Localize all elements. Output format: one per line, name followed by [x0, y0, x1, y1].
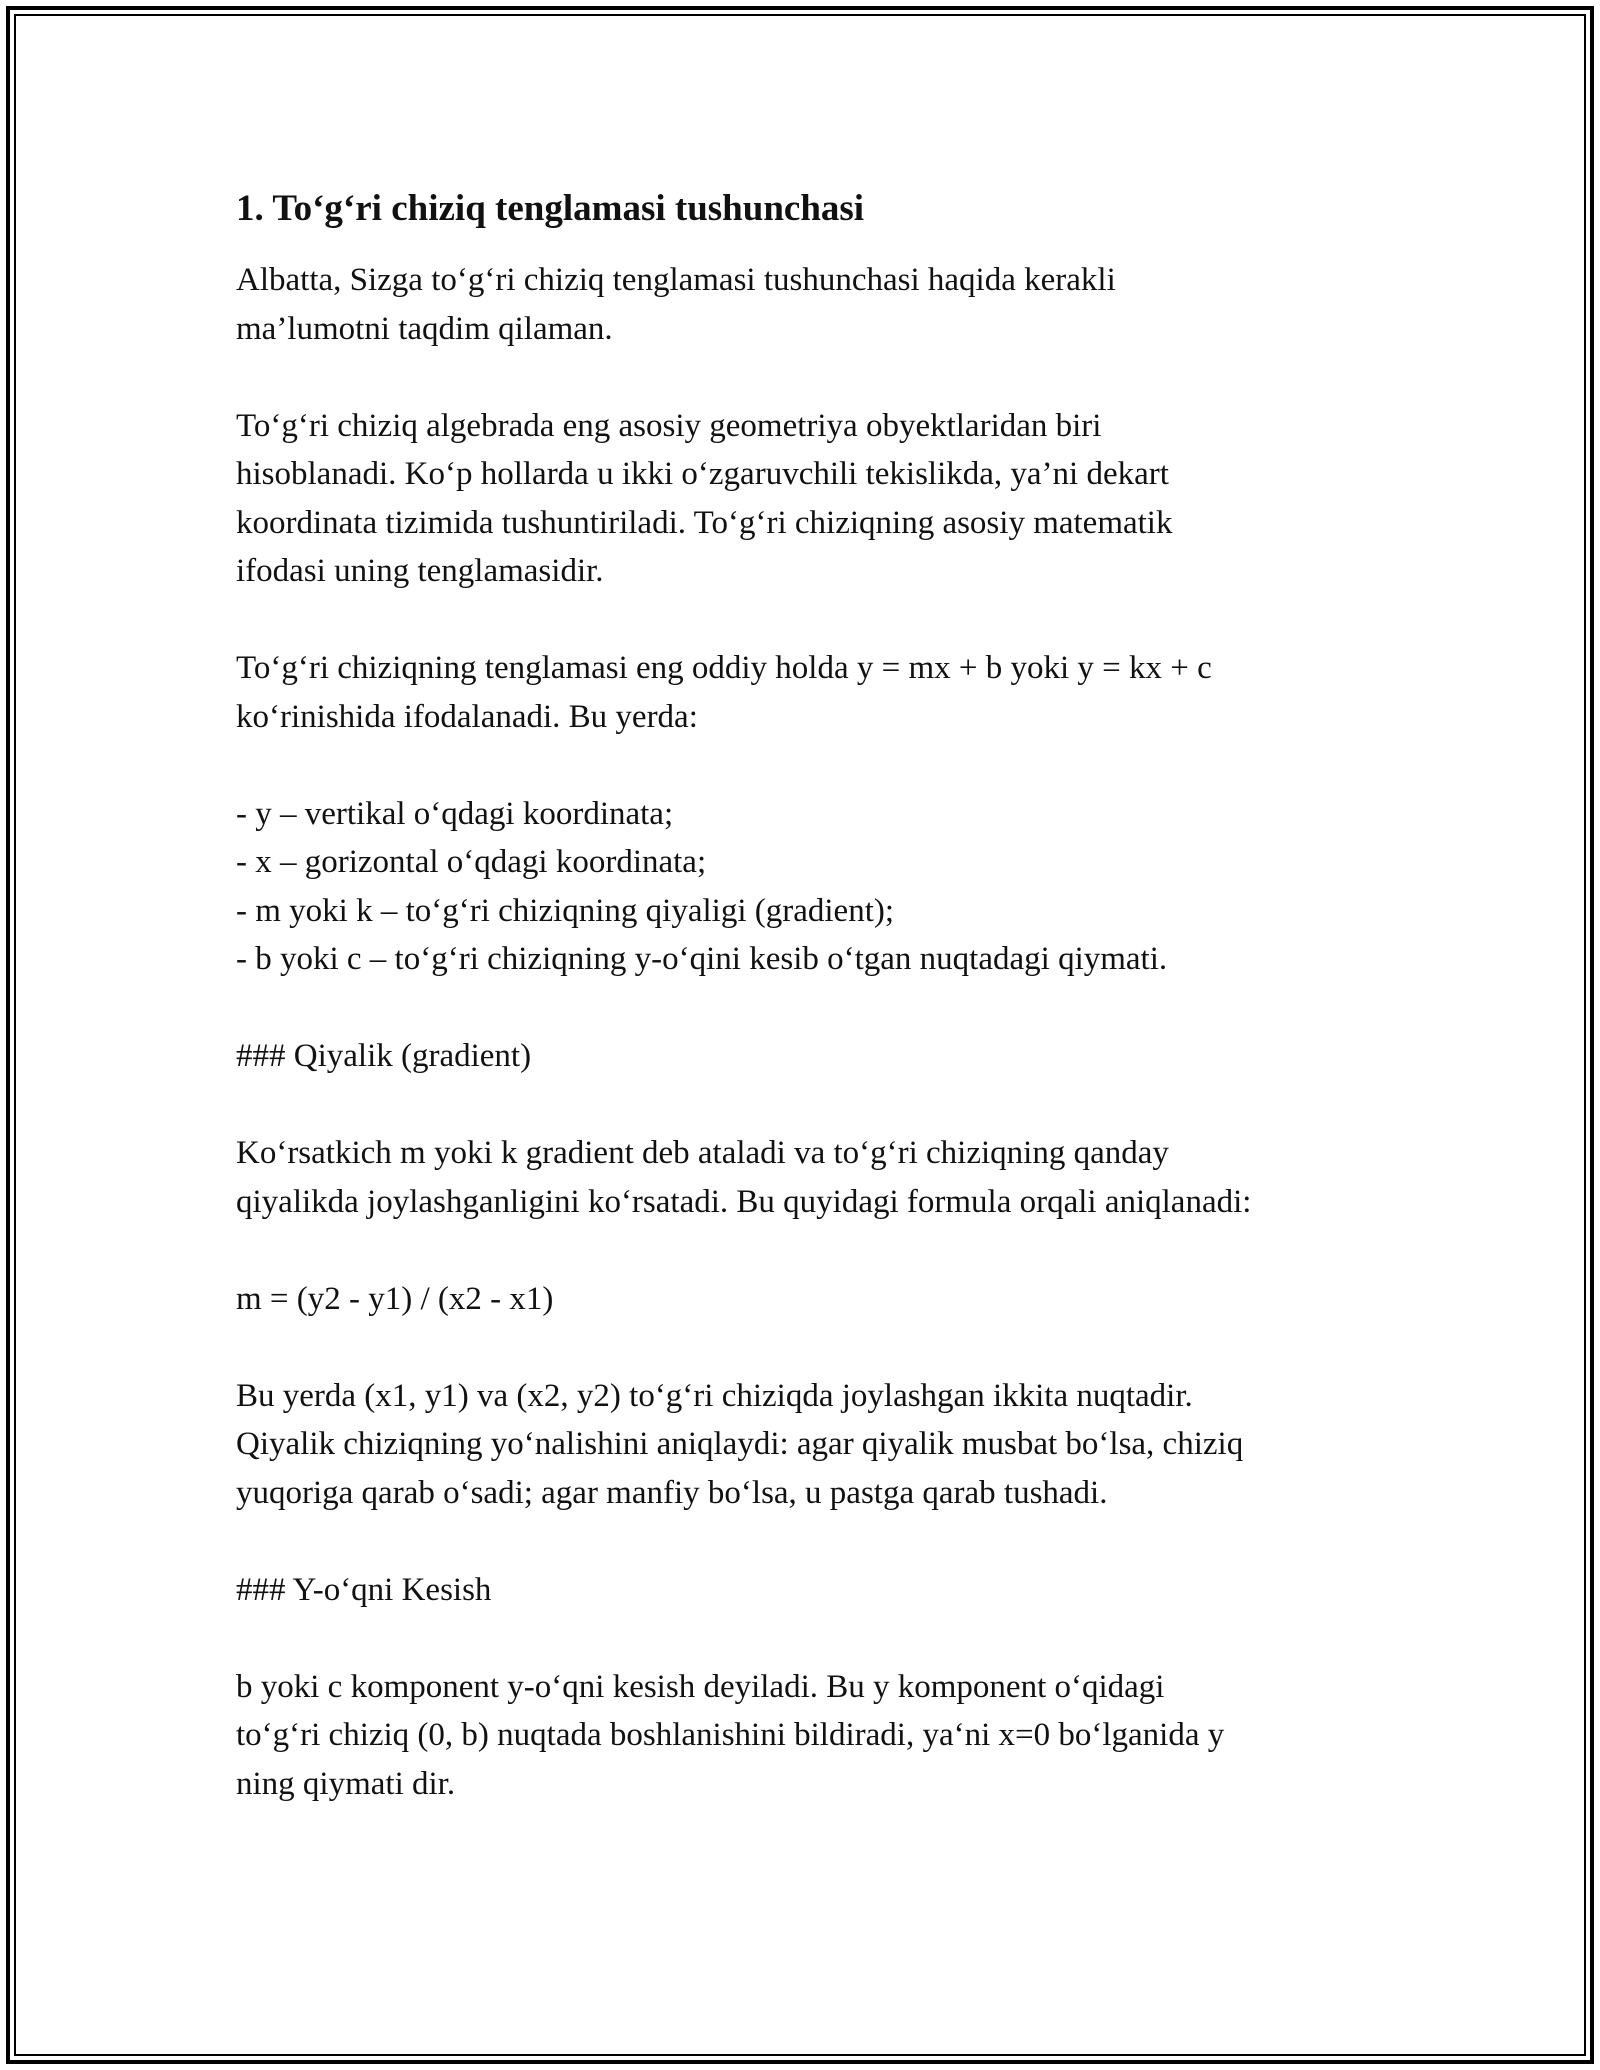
text-line: yuqoriga qarab o‘sadi; agar manfiy bo‘lsa, u pastga qarab tushadi.: [236, 1474, 1108, 1511]
equation-paragraph: [236, 644, 1406, 741]
intercept-paragraph: [236, 1663, 1406, 1809]
text-line: To‘g‘ri chiziqning tenglamasi eng oddiy holda y = mx + b yoki y = kx + c: [236, 650, 1212, 686]
text-line: to‘g‘ri chiziq (0, b) nuqtada boshlanishini bildiradi, ya‘ni x=0 bo‘lganida y: [236, 1717, 1225, 1753]
text-line: Qiyalik chiziqning yo‘nalishini aniqlaydi: agar qiyalik musbat bo‘lsa, chiziq: [236, 1426, 1244, 1462]
section-heading: 1. To‘g‘ri chiziq tenglamasi tushunchasi: [236, 188, 865, 229]
text-line: ifodasi uning tenglamasidir.: [236, 553, 604, 589]
gradient-paragraph: [236, 1129, 1406, 1226]
subheading-gradient: [236, 1032, 1406, 1081]
text-line: ning qiymati dir.: [236, 1765, 456, 1802]
formula-paragraph: [236, 1275, 1406, 1324]
points-paragraph: [236, 1372, 1406, 1518]
document-page: [236, 185, 1406, 1857]
text-line: To‘g‘ri chiziq algebrada eng asosiy geometriya obyektlaridan biri: [236, 407, 1102, 444]
text-line: Ko‘rsatkich m yoki k gradient deb ataladi va to‘g‘ri chiziqning qanday: [236, 1135, 1169, 1171]
text-line: ma’lumotni taqdim qilaman.: [236, 310, 613, 347]
text-line: Bu yerda (x1, y1) va (x2, y2) to‘g‘ri chiziqda joylashgan ikkita nuqtadir.: [236, 1377, 1193, 1414]
intro-paragraph: [236, 256, 1406, 353]
list-item: - m yoki k – to‘g‘ri chiziqning qiyaligi (gradient);: [236, 892, 895, 929]
variable-list: [236, 790, 1406, 984]
text-line: koordinata tizimida tushuntiriladi. To‘g‘ri chiziqning asosiy matematik: [236, 504, 1173, 541]
list-item: - y – vertikal o‘qdagi koordinata;: [236, 795, 674, 832]
text-line: hisoblanadi. Ko‘p hollarda u ikki o‘zgaruvchili tekislikda, ya’ni dekart: [236, 456, 1169, 492]
text-line: Albatta, Sizga to‘g‘ri chiziq tenglamasi tushunchasi haqida kerakli: [236, 262, 1116, 298]
text-line: qiyalikda joylashganligini ko‘rsatadi. Bu quyidagi formula orqali aniqlanadi:: [236, 1183, 1252, 1220]
subheading-text: ### Qiyalik (gradient): [236, 1038, 532, 1074]
subheading-text: ### Y-o‘qni Kesish: [236, 1571, 492, 1608]
text-line: ko‘rinishida ifodalanadi. Bu yerda:: [236, 698, 698, 735]
list-item: - x – gorizontal o‘qdagi koordinata;: [236, 844, 707, 880]
subheading-intercept: [236, 1566, 1406, 1615]
formula-text: m = (y2 - y1) / (x2 - x1): [236, 1280, 554, 1317]
list-item: - b yoki c – to‘g‘ri chiziqning y-o‘qini kesib o‘tgan nuqtadagi qiymati.: [236, 941, 1168, 977]
text-line: b yoki c komponent y-o‘qni kesish deyiladi. Bu y komponent o‘qidagi: [236, 1668, 1165, 1705]
definition-paragraph: [236, 402, 1406, 596]
